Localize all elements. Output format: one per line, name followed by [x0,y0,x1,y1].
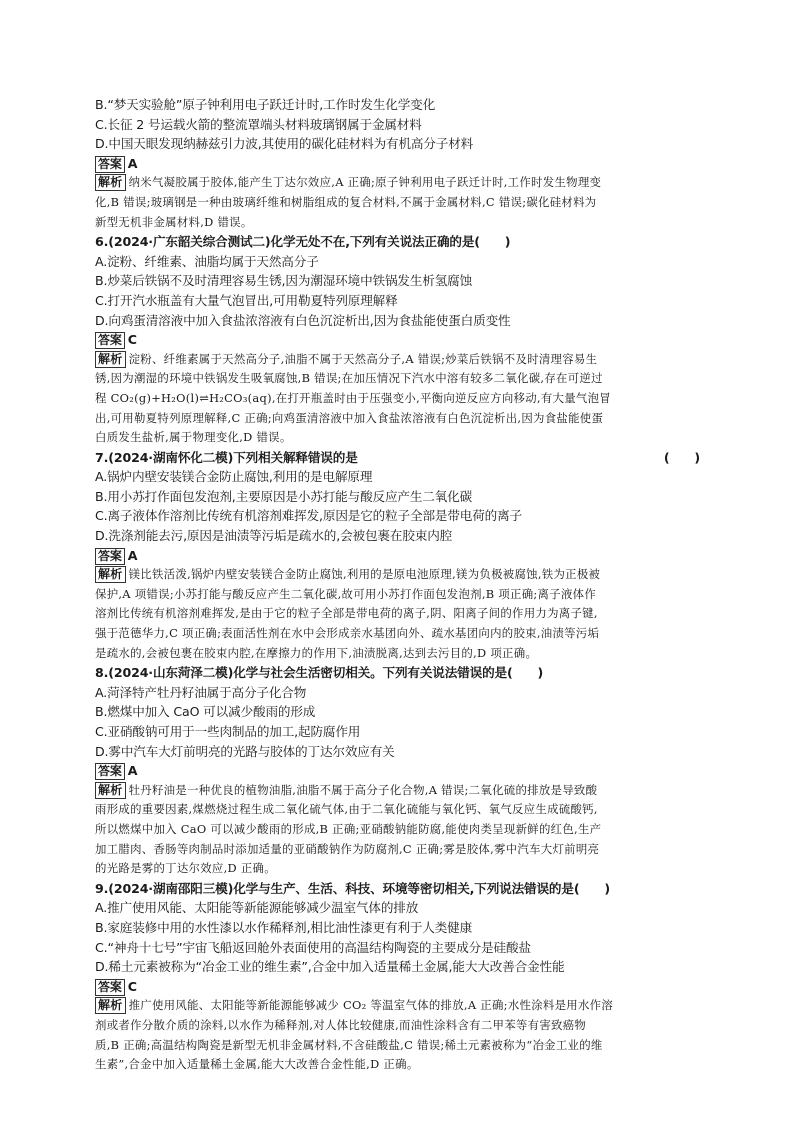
q7-analysis-line: 强于范德华力,C 项正确;表面活性剂在水中会形成亲水基团向外、疏水基团向内的胶束,油渍等污垢 [95,626,600,641]
q9-option-c: C.“神舟十七号”宇宙飞船返回舱外表面使用的高温结构陶瓷的主要成分是硅酸盐 [95,939,531,955]
q5-option-c: C.长征 2 号运载火箭的整流罩端头材料玻璃钢属于金属材料 [95,116,422,132]
q8-analysis-line: 所以燃煤中加入 CaO 可以减少酸雨的形成,B 正确;亚硝酸钠能防腐,能使肉类呈现新鲜的红色,生产 [95,821,602,836]
q7-answer-blank: ( ) [663,449,700,465]
q5-analysis-line: 纳米气凝胶属于胶体,能产生丁达尔效应,A 正确;原子钟利用电子跃迁计时,工作时发生物理变 [128,175,602,190]
q6-option-c: C.打开汽水瓶盖有大量气泡冒出,可用勒夏特列原理解释 [95,292,398,308]
q8-stem: 8.(2024·山东菏泽二模)化学与社会生活密切相关。下列有关说法错误的是( ) [95,665,544,681]
q7-answer-row [95,546,700,566]
q9-analysis-line: 剂或者作分散介质的涂料,以水作为稀释剂,对人体比较健康,而油性涂料含有二甲苯等有害致癌物 [95,1017,587,1032]
q6-option-b: B.炒菜后铁锅不及时清理容易生锈,因为潮湿环境中铁锅发生析氢腐蚀 [95,273,473,289]
q7-stem-row [95,448,700,468]
q7-option-d: D.洗涤剂能去污,原因是油渍等污垢是疏水的,会被包裹在胶束内腔 [95,528,453,544]
q7-analysis-line: 溶剂比传统有机溶剂难挥发,是由于它的粒子全部是带电荷的离子,阴、阳离子间的作用力为离子键, [95,606,598,621]
q6-answer-row [95,330,700,350]
q7-option-b: B.用小苏打作面包发泡剂,主要原因是小苏打能与酸反应产生二氧化碳 [95,488,473,504]
q6-analysis-line: 淀粉、纤维素属于天然高分子,油脂不属于天然高分子,A 错误;炒菜后铁锅不及时清理容易生 [128,351,598,366]
q9-option-b: B.家庭装修中用的水性漆以水作稀释剂,相比油性漆更有利于人类健康 [95,919,473,935]
q5-option-b: B.“梦天实验舱”原子钟利用电子跃迁计时,工作时发生化学变化 [95,97,436,112]
q7-option-c: C.离子液体作溶剂比传统有机溶剂难挥发,原因是它的粒子全部是带电荷的离子 [95,508,522,524]
q5-answer: A [127,155,138,171]
analysis-tag: 解析 [95,566,126,583]
q5-answer-row [95,154,700,174]
answer-tag: 答案 [95,763,125,780]
q5-analysis-line: 新型无机非金属材料,D 错误。 [95,214,253,229]
q8-option-c: C.亚硝酸钠可用于一些肉制品的加工,起防腐作用 [95,724,361,739]
q8-analysis-line: 加工腊肉、香肠等肉制品时添加适量的亚硝酸钠作为防腐剂,C 正确;雾是胶体,雾中汽车大灯前明亮 [95,841,600,856]
q5-analysis [95,173,700,232]
analysis-tag: 解析 [95,997,126,1014]
q9-analysis [95,996,700,1074]
q9-analysis-line: 质,B 正确;高温结构陶瓷是新型无机非金属材料,不含硅酸盐,C 错误;稀土元素被称为“冶金工业的维 [95,1037,603,1052]
q5-option-d: D.中国天眼发现纳赫兹引力波,其使用的碳化硅材料为有机高分子材料 [95,136,474,152]
answer-tag: 答案 [95,156,125,173]
q8-option-d: D.雾中汽车大灯前明亮的光路与胶体的丁达尔效应有关 [95,743,395,759]
q5-analysis-line: 化,B 错误;玻璃钢是一种由玻璃纤维和树脂组成的复合材料,不属于金属材料,C 错误;碳化硅材料为 [95,194,597,209]
q6-stem: 6.(2024·广东韶关综合测试二)化学无处不在,下列有关说法正确的是( ) [95,234,511,250]
q6-option-a: A.淀粉、纤维素、油脂均属于天然高分子 [95,253,319,269]
q7-analysis-line: 镁比铁活泼,锅炉内壁安装镁合金防止腐蚀,利用的是原电池原理,镁为负极被腐蚀,铁为正极被 [128,567,601,582]
q6-answer: C [127,332,137,348]
q6-analysis [95,350,700,448]
q9-answer-row [95,977,700,997]
answer-tag: 答案 [95,979,125,996]
q8-analysis-line: 雨形成的重要因素,煤燃烧过程生成二氧化硫气体,由于二氧化硫能与氧化钙、氧气反应生成硫酸钙, [95,802,598,817]
q9-stem: 9.(2024·湖南邵阳三模)化学与生产、生活、科技、环境等密切相关,下列说法错误的是( ) [95,880,610,896]
q8-answer: A [127,763,138,779]
q6-option-d: D.向鸡蛋清溶液中加入食盐浓溶液有白色沉淀析出,因为食盐能使蛋白质变性 [95,312,511,328]
q9-analysis-line: 生素”,合金中加入适量稀土金属,能大大改善合金性能,D 正确。 [95,1057,419,1072]
q9-analysis-line: 推广使用风能、太阳能等新能源能够减少 CO₂ 等温室气体的排放,A 正确;水性涂料是用水作溶 [128,998,614,1013]
worksheet-page [95,95,700,1075]
analysis-tag: 解析 [95,351,126,368]
q7-answer: A [127,547,138,563]
analysis-tag: 解析 [95,782,126,799]
q9-answer: C [127,978,137,994]
analysis-tag: 解析 [95,174,126,191]
q6-analysis-line: 锈,因为潮湿的环境中铁锅发生吸氧腐蚀,B 错误;在加压情况下汽水中溶有较多二氧化碳,存在可逆过 [95,371,603,386]
q9-option-a: A.推广使用风能、太阳能等新能源能够减少温室气体的排放 [95,900,419,916]
q7-analysis-line: 保护,A 项错误;小苏打能与酸反应产生二氧化碳,故可用小苏打作面包发泡剂,B 项正确;离子液体作 [95,586,597,601]
q7-option-a: A.锅炉内壁安装镁合金防止腐蚀,利用的是电解原理 [95,469,373,485]
q6-analysis-line: 白质发生盐析,属于物理变化,D 错误。 [95,430,292,445]
q9-option-d: D.稀土元素被称为“冶金工业的维生素”,合金中加入适量稀土金属,能大大改善合金性能 [95,959,565,975]
q7-analysis [95,565,700,663]
q8-analysis [95,781,700,879]
q8-option-b: B.燃煤中加入 CaO 可以减少酸雨的形成 [95,704,316,720]
q8-analysis-line: 的光路是雾的丁达尔效应,D 正确。 [95,861,276,876]
q8-answer-row [95,761,700,781]
q6-analysis-line: 出,可用勒夏特列原理解释,C 正确;向鸡蛋清溶液中加入食盐浓溶液有白色沉淀析出,因为食盐能使蛋 [95,410,604,425]
q7-analysis-line: 是疏水的,会被包裹在胶束内腔,在摩擦力的作用下,油渍脱离,达到去污目的,D 项正确。 [95,645,538,660]
q8-analysis-line: 牡丹籽油是一种优良的植物油脂,油脂不属于高分子化合物,A 错误;二氧化硫的排放是导致酸 [128,782,598,797]
q6-analysis-line: 程 CO₂(g)+H₂O(l)⇌H₂CO₃(aq),在打开瓶盖时由于压强变小,平衡向逆反应方向移动,有大量气泡冒 [95,390,611,405]
answer-tag: 答案 [95,548,125,565]
q8-option-a: A.菏泽特产牡丹籽油属于高分子化合物 [95,684,307,700]
q7-stem: 7.(2024·湖南怀化二模)下列相关解释错误的是 [95,449,358,465]
answer-tag: 答案 [95,332,125,349]
